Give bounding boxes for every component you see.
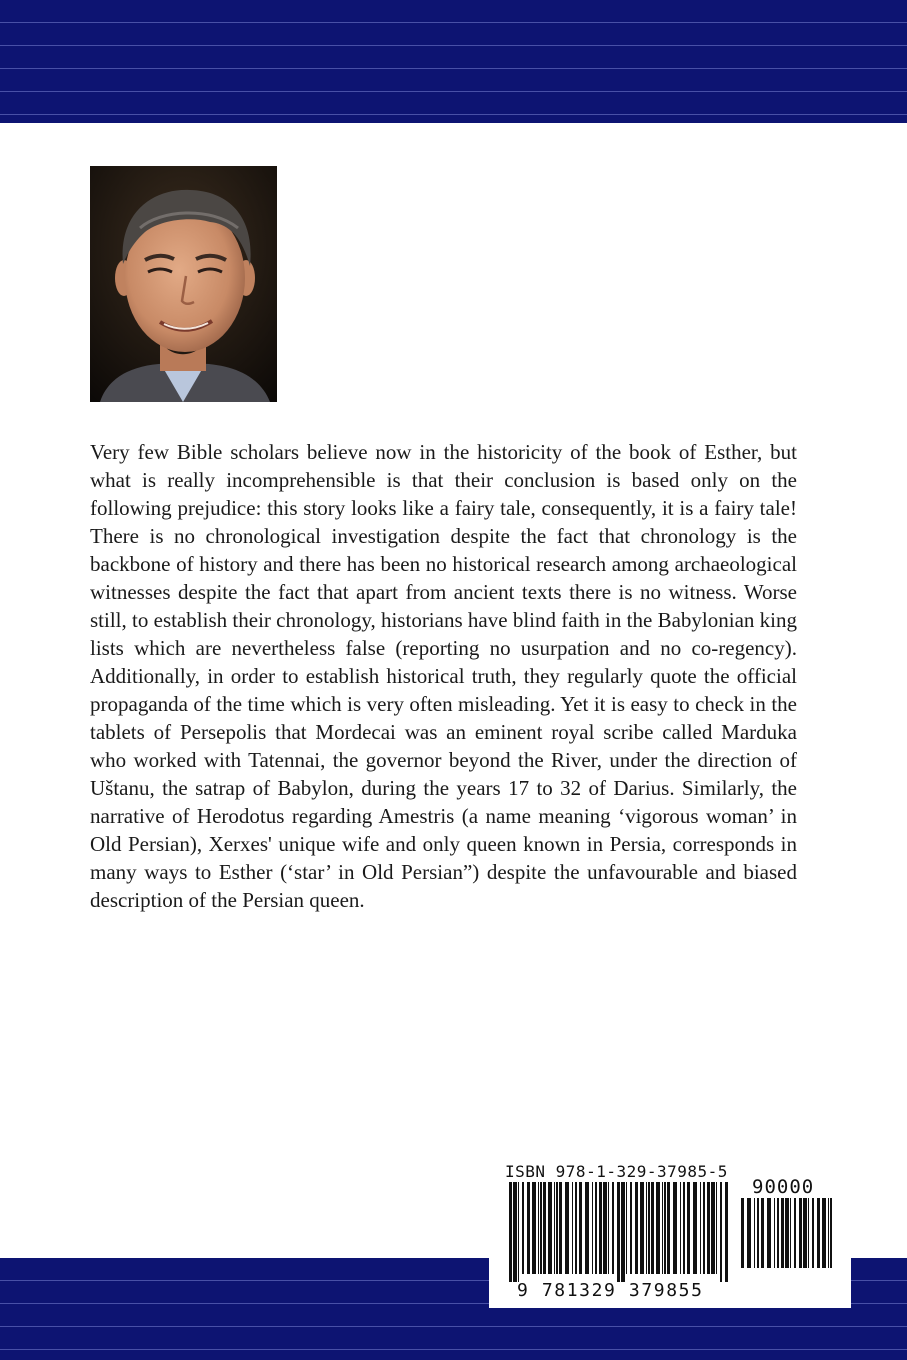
back-cover-blurb: Very few Bible scholars believe now in the historicity of the book of Esther, but what is really incomprehensible is that their conclusion is based only on the following prejudice: this story looks like a fairy tale, consequently, it is a fairy tale! There is no chronological investigation despite the fact that chronology is the backbone of history and there has been no historical research among archaeological witnesses despite the fact that apart from ancient texts there is no witness. Worse still, to establish their chronology, historians have blind faith in the Babylonian king lists which are nevertheless false (reporting no usurpation and no co-regency). Additionally, in order to establish historical truth, they regularly quote the official propaganda of the time which is very often misleading. Yet it is easy to check in the tablets of Persepolis that Mordecai was an eminent royal scribe called Marduka who worked with Tatennai, the governor beyond the River, under the direction of Uštanu, the satrap of Babylon, during the years 17 to 32 of Darius. Similarly, the narrative of Herodotus regarding Amestris (a name meaning ‘vigorous woman’ in Old Persian), Xerxes' unique wife and only queen known in Persia, corresponds in many ways to Esther (‘star’ in Old Persian”) despite the unfavourable and biased description of the Persian queen. xyxy=(90,440,797,912)
isbn-barcode xyxy=(489,1158,851,1308)
isbn-label: ISBN 978-1-329-37985-5 xyxy=(505,1162,728,1181)
author-photo xyxy=(90,166,277,402)
addon-barcode-bars xyxy=(741,1198,833,1268)
ean-digits: 9 781329 379855 xyxy=(517,1280,704,1301)
top-blue-band xyxy=(0,0,907,123)
author-portrait-photo xyxy=(90,166,277,402)
ean-barcode-bars xyxy=(509,1182,729,1282)
price-code: 90000 xyxy=(752,1176,815,1198)
